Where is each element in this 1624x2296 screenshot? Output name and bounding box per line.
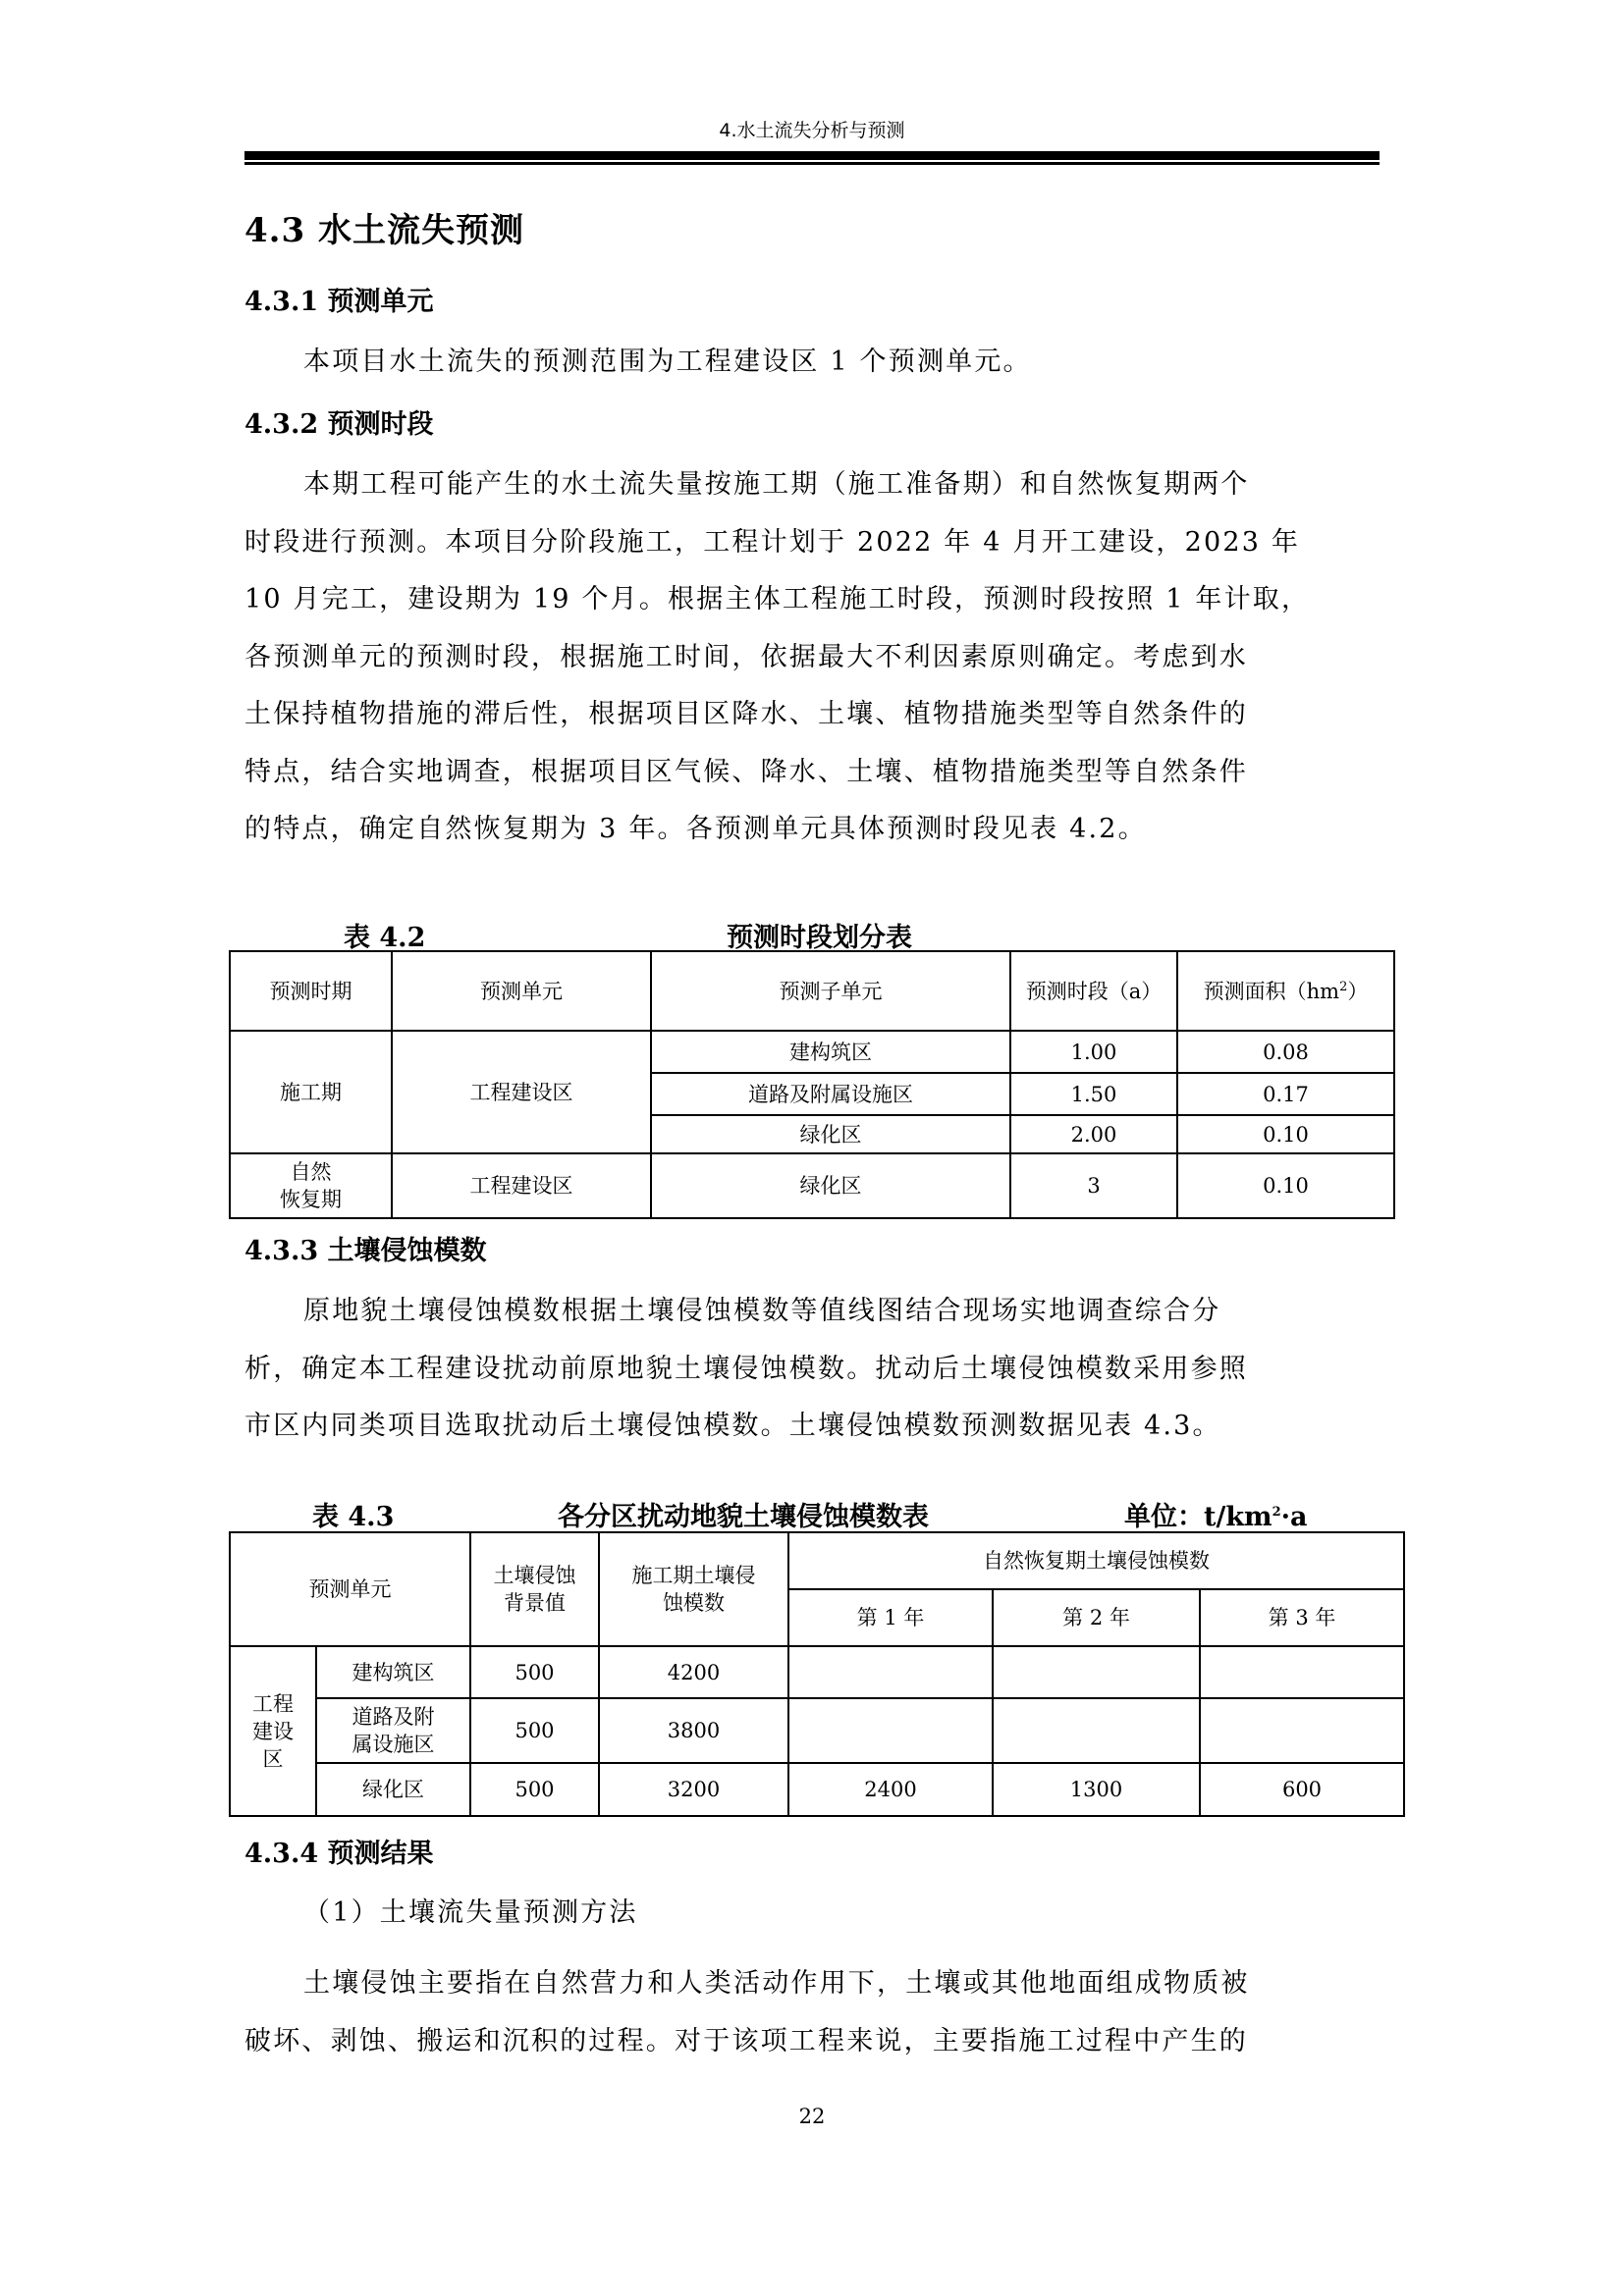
table-4-2-label: 表 4.2 bbox=[344, 923, 426, 953]
paragraph-line: 时段进行预测。本项目分阶段施工，工程计划于 2022 年 4 月开工建设，2023 年 bbox=[244, 526, 1301, 558]
zone-line: 道路及附 bbox=[352, 1705, 435, 1729]
construction-cell: 3200 bbox=[599, 1763, 788, 1816]
paragraph-line: 破坏、剥蚀、搬运和沉积的过程。对于该项工程来说，主要指施工过程中产生的 bbox=[244, 2025, 1248, 2056]
table-4-2 bbox=[229, 950, 1395, 1219]
table-row bbox=[230, 1031, 1394, 1073]
paragraph-line: 原地貌土壤侵蚀模数根据土壤侵蚀模数等值线图结合现场实地调查综合分 bbox=[303, 1296, 1221, 1326]
table-4-2-title: 预测时段划分表 bbox=[727, 923, 912, 953]
table-4-3-label: 表 4.3 bbox=[312, 1502, 395, 1532]
subsection-title-4-3-2: 4.3.2 预测时段 bbox=[244, 409, 434, 440]
item-heading bbox=[244, 1885, 1383, 1943]
group-line: 工程 bbox=[252, 1691, 294, 1716]
duration-cell: 3 bbox=[1010, 1153, 1177, 1218]
construction-cell: 4200 bbox=[599, 1646, 788, 1698]
item-heading-text: （1）土壤流失量预测方法 bbox=[303, 1897, 638, 1928]
header-text: 预测面积（hm bbox=[1203, 979, 1340, 1003]
paragraph-line: 本项目水土流失的预测范围为工程建设区 1 个预测单元。 bbox=[303, 347, 1032, 377]
year3-cell bbox=[1200, 1698, 1404, 1763]
paragraph-4-3-3 bbox=[244, 1283, 1383, 1456]
paragraph-line: 市区内同类项目选取扰动后土壤侵蚀模数。土壤侵蚀模数预测数据见表 4.3。 bbox=[244, 1411, 1221, 1441]
header-cell bbox=[1177, 951, 1394, 1031]
zone-cell bbox=[316, 1698, 470, 1763]
header-cell: 预测时期 bbox=[230, 951, 392, 1031]
group-cell bbox=[230, 1646, 316, 1816]
year2-cell bbox=[993, 1698, 1200, 1763]
year3-cell bbox=[1200, 1646, 1404, 1698]
header-text: ） bbox=[1347, 979, 1369, 1003]
table-4-3-unit bbox=[1124, 1495, 1308, 1533]
header-rule-thick bbox=[244, 151, 1380, 160]
header-line: 背景值 bbox=[504, 1591, 566, 1615]
unit-text: ·a bbox=[1280, 1502, 1308, 1532]
background-cell: 500 bbox=[470, 1763, 599, 1816]
paragraph-line: 各预测单元的预测时段，根据施工时间，依据最大不利因素原则确定。考虑到水 bbox=[244, 641, 1248, 672]
table-row bbox=[230, 1153, 1394, 1218]
period-cell: 施工期 bbox=[230, 1031, 392, 1153]
area-cell: 0.10 bbox=[1177, 1115, 1394, 1153]
area-cell: 0.08 bbox=[1177, 1031, 1394, 1073]
duration-cell: 2.00 bbox=[1010, 1115, 1177, 1153]
year1-cell bbox=[788, 1698, 993, 1763]
subunit-cell: 道路及附属设施区 bbox=[651, 1073, 1010, 1115]
unit-text: 单位：t/km bbox=[1124, 1502, 1272, 1532]
superscript: 2 bbox=[1272, 1505, 1281, 1520]
header-cell: 自然恢复期土壤侵蚀模数 bbox=[788, 1532, 1404, 1589]
subsection-title-4-3-1: 4.3.1 预测单元 bbox=[244, 287, 434, 317]
header-cell: 预测单元 bbox=[392, 951, 651, 1031]
paragraph-line: 析，确定本工程建设扰动前原地貌土壤侵蚀模数。扰动后土壤侵蚀模数采用参照 bbox=[244, 1353, 1248, 1384]
year3-cell: 600 bbox=[1200, 1763, 1404, 1816]
table-row bbox=[230, 1646, 1404, 1698]
zone-cell: 建构筑区 bbox=[316, 1646, 470, 1698]
header-line: 施工期土壤侵 bbox=[631, 1564, 756, 1587]
header-cell: 预测子单元 bbox=[651, 951, 1010, 1031]
zone-cell: 绿化区 bbox=[316, 1763, 470, 1816]
year1-cell bbox=[788, 1646, 993, 1698]
year2-cell bbox=[993, 1646, 1200, 1698]
subunit-cell: 建构筑区 bbox=[651, 1031, 1010, 1073]
period-line: 恢复期 bbox=[280, 1188, 342, 1211]
table-row bbox=[230, 1698, 1404, 1763]
paragraph-line: 特点，结合实地调查，根据项目区气候、降水、土壤、植物措施类型等自然条件 bbox=[244, 756, 1248, 787]
table-header-row bbox=[230, 951, 1394, 1031]
paragraph-line: 本期工程可能产生的水土流失量按施工期（施工准备期）和自然恢复期两个 bbox=[303, 469, 1250, 500]
period-line: 自然 bbox=[290, 1160, 332, 1184]
header-line: 蚀模数 bbox=[663, 1591, 725, 1615]
paragraph-line: 土壤侵蚀主要指在自然营力和人类活动作用下，土壤或其他地面组成物质被 bbox=[303, 1968, 1250, 1999]
header-cell: 预测时段（a） bbox=[1010, 951, 1177, 1031]
table-4-3 bbox=[229, 1531, 1405, 1817]
header-cell: 预测单元 bbox=[230, 1532, 470, 1646]
paragraph-4-3-4 bbox=[244, 1955, 1383, 2070]
area-cell: 0.10 bbox=[1177, 1153, 1394, 1218]
header-cell: 第 2 年 bbox=[993, 1589, 1200, 1646]
page-number: 22 bbox=[798, 2105, 826, 2128]
year2-cell: 1300 bbox=[993, 1763, 1200, 1816]
header-cell: 第 1 年 bbox=[788, 1589, 993, 1646]
section-title: 4.3 水土流失预测 bbox=[244, 211, 524, 250]
table-4-3-title: 各分区扰动地貌土壤侵蚀模数表 bbox=[558, 1502, 929, 1532]
unit-cell: 工程建设区 bbox=[392, 1031, 651, 1153]
header-line: 土壤侵蚀 bbox=[493, 1564, 576, 1587]
header-cell: 第 3 年 bbox=[1200, 1589, 1404, 1646]
period-cell bbox=[230, 1153, 392, 1218]
header-rule-thin bbox=[244, 162, 1380, 165]
subsection-title-4-3-3: 4.3.3 土壤侵蚀模数 bbox=[244, 1236, 487, 1266]
table-header-row bbox=[230, 1532, 1404, 1589]
paragraph-4-3-2 bbox=[244, 456, 1383, 859]
zone-line: 属设施区 bbox=[352, 1733, 435, 1756]
group-line: 建设 bbox=[252, 1719, 294, 1743]
subunit-cell: 绿化区 bbox=[651, 1153, 1010, 1218]
paragraph-4-3-1 bbox=[244, 334, 1383, 392]
background-cell: 500 bbox=[470, 1646, 599, 1698]
paragraph-line: 土保持植物措施的滞后性，根据项目区降水、土壤、植物措施类型等自然条件的 bbox=[244, 699, 1248, 729]
area-cell: 0.17 bbox=[1177, 1073, 1394, 1115]
table-row bbox=[230, 1763, 1404, 1816]
paragraph-line: 10 月完工，建设期为 19 个月。根据主体工程施工时段，预测时段按照 1 年计取， bbox=[244, 584, 1311, 614]
paragraph-line: 的特点，确定自然恢复期为 3 年。各预测单元具体预测时段见表 4.2。 bbox=[244, 814, 1147, 844]
group-line: 区 bbox=[262, 1746, 284, 1771]
running-header: 4.水土流失分析与预测 bbox=[719, 120, 905, 141]
subunit-cell: 绿化区 bbox=[651, 1115, 1010, 1153]
header-cell bbox=[470, 1532, 599, 1646]
header-cell bbox=[599, 1532, 788, 1646]
construction-cell: 3800 bbox=[599, 1698, 788, 1763]
duration-cell: 1.00 bbox=[1010, 1031, 1177, 1073]
unit-cell: 工程建设区 bbox=[392, 1153, 651, 1218]
superscript: 2 bbox=[1339, 979, 1348, 994]
duration-cell: 1.50 bbox=[1010, 1073, 1177, 1115]
background-cell: 500 bbox=[470, 1698, 599, 1763]
year1-cell: 2400 bbox=[788, 1763, 993, 1816]
subsection-title-4-3-4: 4.3.4 预测结果 bbox=[244, 1839, 434, 1869]
